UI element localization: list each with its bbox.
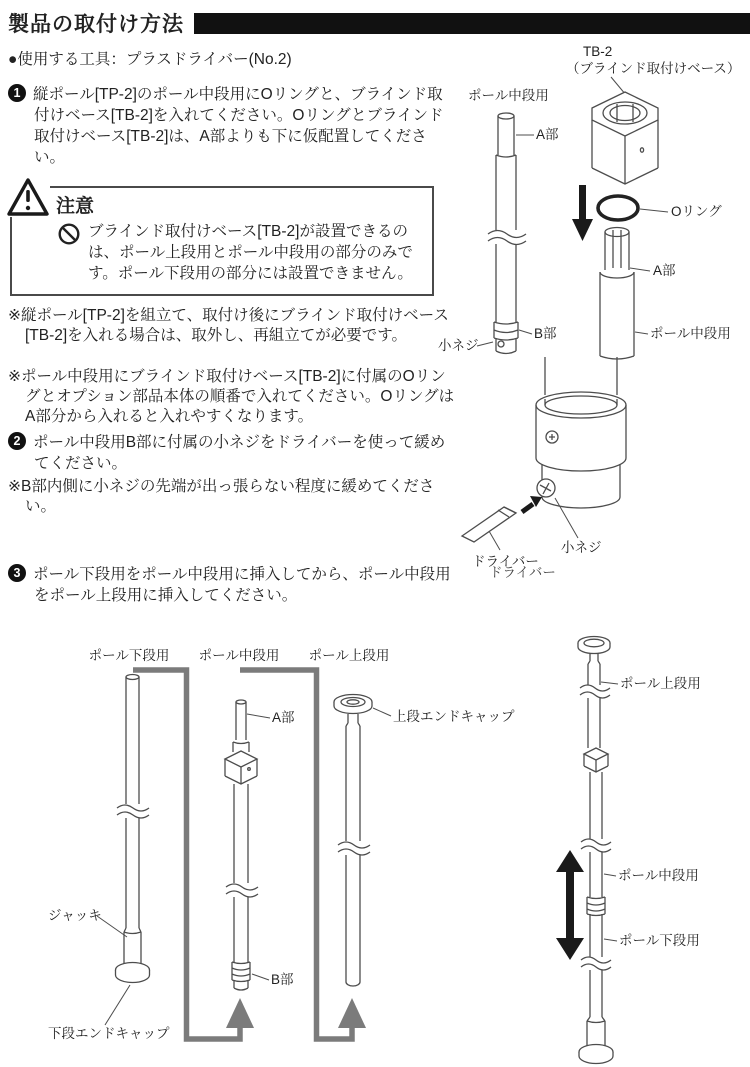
tb2-label: TB-2	[583, 44, 613, 59]
step-3-number: 3	[8, 564, 26, 582]
section-header	[8, 8, 750, 38]
part-b-label: B部	[534, 326, 557, 341]
assembled-middle-label: ポール中段用	[618, 868, 699, 883]
step-2-number: 2	[8, 432, 26, 450]
pole-lower-label: ポール下段用	[88, 648, 170, 663]
step-2-text: ポール中段用B部に付属の小ネジをドライバーを使って緩めてください。	[33, 434, 446, 472]
small-screw-label: 小ネジ	[561, 540, 602, 555]
pole-lower	[48, 675, 170, 1042]
header-bar	[194, 13, 750, 34]
note-reassembly: ※縦ポール[TP-2]を組立て、取付け後にブラインド取付けベース[TB-2]を入れる場合は、取外し、再組立てが必要です。	[8, 307, 449, 344]
lower-endcap-label: 下段エンドキャップ	[48, 1026, 170, 1041]
pole-joint-clamp	[536, 357, 626, 508]
step-3	[8, 564, 458, 606]
caution-body	[58, 221, 426, 284]
upper-endcap-label: 上段エンドキャップ	[393, 709, 515, 724]
caution-title: 注意	[56, 196, 95, 217]
step-1	[8, 84, 450, 168]
tools-line: ●使用する工具：プラスドライバー(No.2)	[8, 51, 292, 68]
pole-upper-label: ポール上段用	[308, 648, 390, 663]
warning-triangle-icon	[6, 177, 50, 217]
caution-text: ブラインド取付けベース[TB-2]が設置できるのは、ポール上段用とポール中段用の部分のみです。ポール下段用の部分には設置できません。	[88, 223, 413, 282]
tb2-block	[566, 44, 740, 184]
pole-middle-label: ポール中段用	[198, 648, 280, 663]
oring-label: Oリング	[671, 204, 722, 219]
part-b-label: B部	[271, 972, 294, 987]
adjust-double-arrow	[556, 850, 584, 960]
step-1-number: 1	[8, 84, 26, 102]
pole-middle-label: ポール中段用	[468, 88, 549, 103]
driver-label: ドライバー	[472, 554, 539, 569]
part-a-label: A部	[272, 710, 295, 725]
diagram-step2	[440, 355, 750, 583]
assembled-lower-label: ポール下段用	[619, 933, 700, 948]
pole-middle-label-2: ポール中段用	[650, 326, 731, 341]
note-screw-loosen: ※B部内側に小ネジの先端が出っ張らない程度に緩めてください。	[8, 478, 435, 515]
tb2-sub-label: （ブラインド取付けベース）	[566, 61, 741, 76]
driver-arrow	[522, 496, 542, 512]
pole-middle-top	[600, 228, 731, 360]
diagram-step3	[0, 630, 750, 1067]
screwdriver-tip	[462, 507, 516, 542]
caution-box	[10, 186, 434, 296]
insert-down-arrow	[572, 185, 593, 241]
note-oring-order: ※ポール中段用にブラインド取付けベース[TB-2]に付属のOリングとオプション部品本体の順番で入れてください。OリングはA部分から入れると入れやすくなります。	[8, 368, 455, 425]
diagram-step1	[435, 38, 750, 363]
part-a-label-2: A部	[653, 263, 676, 278]
small-screw-label: 小ネジ	[438, 338, 479, 353]
pole-upper	[334, 695, 515, 987]
pole-middle	[225, 700, 295, 990]
assembled-upper-label: ポール上段用	[620, 676, 701, 691]
o-ring	[598, 196, 722, 220]
pole-assembled	[556, 637, 701, 1064]
prohibition-icon	[58, 223, 80, 245]
step-1-text: 縦ポール[TP-2]のポール中段用にOリングと、ブラインド取付けベース[TB-2]を入れてください。Oリングとブラインド取付けベース[TB-2]は、A部よりも下に仮配置してください。	[33, 86, 444, 166]
part-a-label: A部	[536, 127, 559, 142]
small-screw-icon	[498, 341, 504, 347]
page-title: 製品の取付け方法	[8, 13, 184, 36]
pole-middle-full	[438, 87, 559, 354]
driver-label-ghost: ドライバー	[489, 565, 556, 580]
step-3-text: ポール下段用をポール中段用に挿入してから、ポール中段用をポール上段用に挿入してください。	[33, 566, 451, 604]
jack-label: ジャッキ	[48, 908, 102, 923]
step-2	[8, 432, 450, 474]
